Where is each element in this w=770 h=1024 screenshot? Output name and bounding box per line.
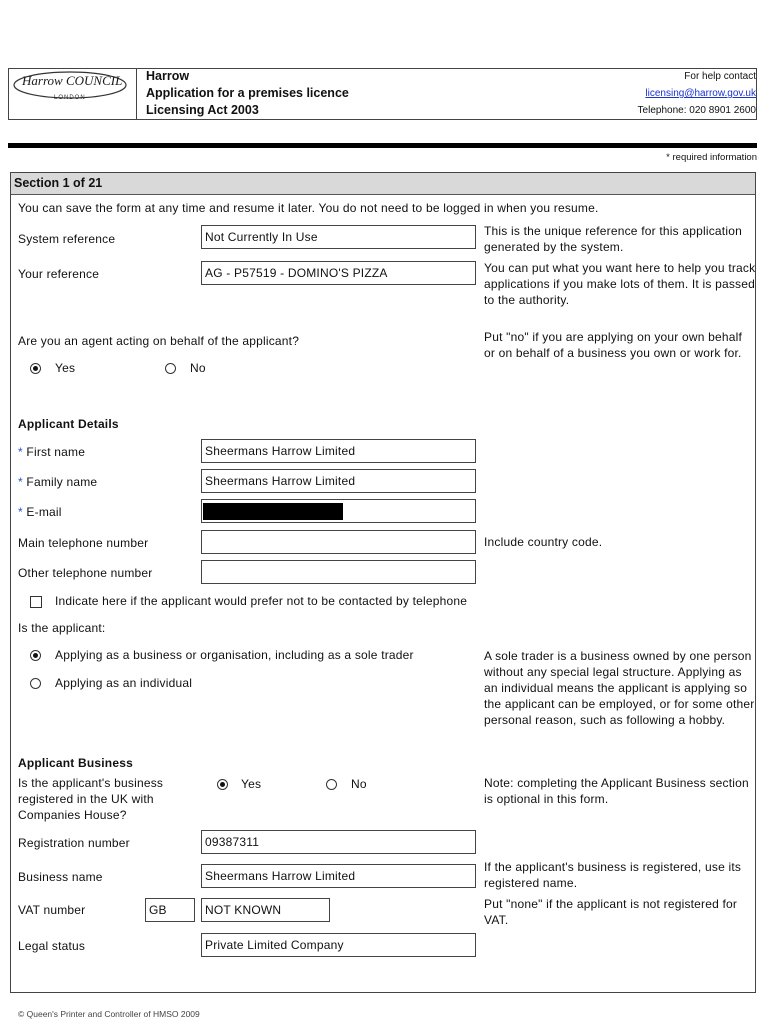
logo-text: Harrow COUNCIL bbox=[22, 73, 123, 88]
section-intro: You can save the form at any time and resume it later. You do not need to be logged in when you resume. bbox=[18, 201, 599, 215]
system-reference-help: This is the unique reference for this application generated by the system. bbox=[484, 224, 742, 254]
help-email-link[interactable]: licensing@harrow.gov.uk bbox=[645, 88, 756, 99]
no-phone-contact-label: Indicate here if the applicant would prefer not to be contacted by telephone bbox=[55, 594, 468, 608]
agent-help: Put "no" if you are applying on your own behalf or on behalf of a business you own or work for. bbox=[484, 330, 743, 360]
business-name-help: If the applicant's business is registered, use its registered name. bbox=[484, 860, 742, 890]
applicant-type-help: A sole trader is a business owned by one person without any special legal structure. Applying as an individual means the applicant is applying so the applicant can be employed, or for some other personal reason, such as following a hobby. bbox=[484, 649, 755, 727]
agent-yes-radio[interactable] bbox=[30, 363, 41, 374]
main-phone-field[interactable] bbox=[201, 530, 476, 554]
applicant-details-heading: Applicant Details bbox=[18, 417, 119, 431]
no-phone-contact-checkbox[interactable] bbox=[30, 596, 42, 608]
agent-yes-label: Yes bbox=[55, 361, 76, 375]
registration-number-label: Registration number bbox=[18, 836, 130, 850]
applicant-individual-radio[interactable] bbox=[30, 678, 41, 689]
registered-yes-label: Yes bbox=[241, 777, 262, 791]
redaction-block bbox=[203, 503, 343, 520]
legal-status-field[interactable]: Private Limited Company bbox=[201, 933, 476, 957]
header-authority: Harrow bbox=[146, 69, 190, 83]
email-label bbox=[18, 505, 62, 519]
required-asterisk: * bbox=[18, 505, 23, 519]
section-label: Section 1 of 21 bbox=[14, 176, 103, 190]
business-name-label: Business name bbox=[18, 870, 103, 884]
first-name-field[interactable]: Sheermans Harrow Limited bbox=[201, 439, 476, 463]
vat-number-label: VAT number bbox=[18, 903, 86, 917]
logo-subtext: LONDON bbox=[54, 95, 86, 101]
email-field[interactable] bbox=[201, 499, 476, 523]
copyright-footer: © Queen's Printer and Controller of HMSO 2009 bbox=[18, 1009, 200, 1019]
your-reference-label: Your reference bbox=[18, 267, 100, 281]
family-name-field[interactable]: Sheermans Harrow Limited bbox=[201, 469, 476, 493]
vat-number-field[interactable]: NOT KNOWN bbox=[201, 898, 330, 922]
help-telephone: Telephone: 020 8901 2600 bbox=[637, 105, 756, 116]
registered-no-radio[interactable] bbox=[326, 779, 337, 790]
applicant-type-question: Is the applicant: bbox=[18, 621, 106, 635]
legal-status-label: Legal status bbox=[18, 939, 86, 953]
family-name-label-text: Family name bbox=[26, 475, 98, 489]
registered-yes-radio[interactable] bbox=[217, 779, 228, 790]
your-reference-help: You can put what you want here to help you track applications if you make lots of them. It is passed to the authority. bbox=[484, 261, 756, 307]
vat-help: Put "none" if the applicant is not registered for VAT. bbox=[484, 897, 738, 927]
header-rule bbox=[8, 143, 757, 148]
first-name-label-text: First name bbox=[26, 445, 86, 459]
help-contact-label: For help contact bbox=[684, 71, 756, 82]
main-phone-label: Main telephone number bbox=[18, 536, 149, 550]
other-phone-field[interactable] bbox=[201, 560, 476, 584]
agent-no-radio[interactable] bbox=[165, 363, 176, 374]
registration-number-field[interactable]: 09387311 bbox=[201, 830, 476, 854]
system-reference-label: System reference bbox=[18, 232, 116, 246]
header-divider bbox=[136, 68, 137, 120]
header-form-title: Application for a premises licence bbox=[146, 86, 349, 100]
required-information-note: * required information bbox=[666, 152, 757, 163]
other-phone-label: Other telephone number bbox=[18, 566, 153, 580]
required-asterisk: * bbox=[18, 445, 23, 459]
agent-question: Are you an agent acting on behalf of the applicant? bbox=[18, 334, 300, 348]
system-reference-field[interactable]: Not Currently In Use bbox=[201, 225, 476, 249]
business-name-field[interactable]: Sheermans Harrow Limited bbox=[201, 864, 476, 888]
email-label-text: E-mail bbox=[26, 505, 62, 519]
your-reference-field[interactable]: AG - P57519 - DOMINO'S PIZZA bbox=[201, 261, 476, 285]
agent-no-label: No bbox=[190, 361, 206, 375]
section-header-bar bbox=[11, 173, 755, 195]
family-name-label bbox=[18, 475, 97, 489]
applicant-business-radio[interactable] bbox=[30, 650, 41, 661]
vat-prefix-field[interactable]: GB bbox=[145, 898, 195, 922]
applicant-business-label: Applying as a business or organisation, including as a sole trader bbox=[55, 648, 414, 662]
header-act: Licensing Act 2003 bbox=[146, 103, 259, 117]
applicant-business-heading: Applicant Business bbox=[18, 756, 133, 770]
main-phone-help: Include country code. bbox=[484, 535, 603, 549]
registered-question: Is the applicant's business registered in the UK with Companies House? bbox=[18, 776, 164, 822]
applicant-individual-label: Applying as an individual bbox=[55, 676, 193, 690]
registered-no-label: No bbox=[351, 777, 367, 791]
registered-help: Note: completing the Applicant Business section is optional in this form. bbox=[484, 776, 749, 806]
first-name-label bbox=[18, 445, 85, 459]
required-asterisk: * bbox=[18, 475, 23, 489]
